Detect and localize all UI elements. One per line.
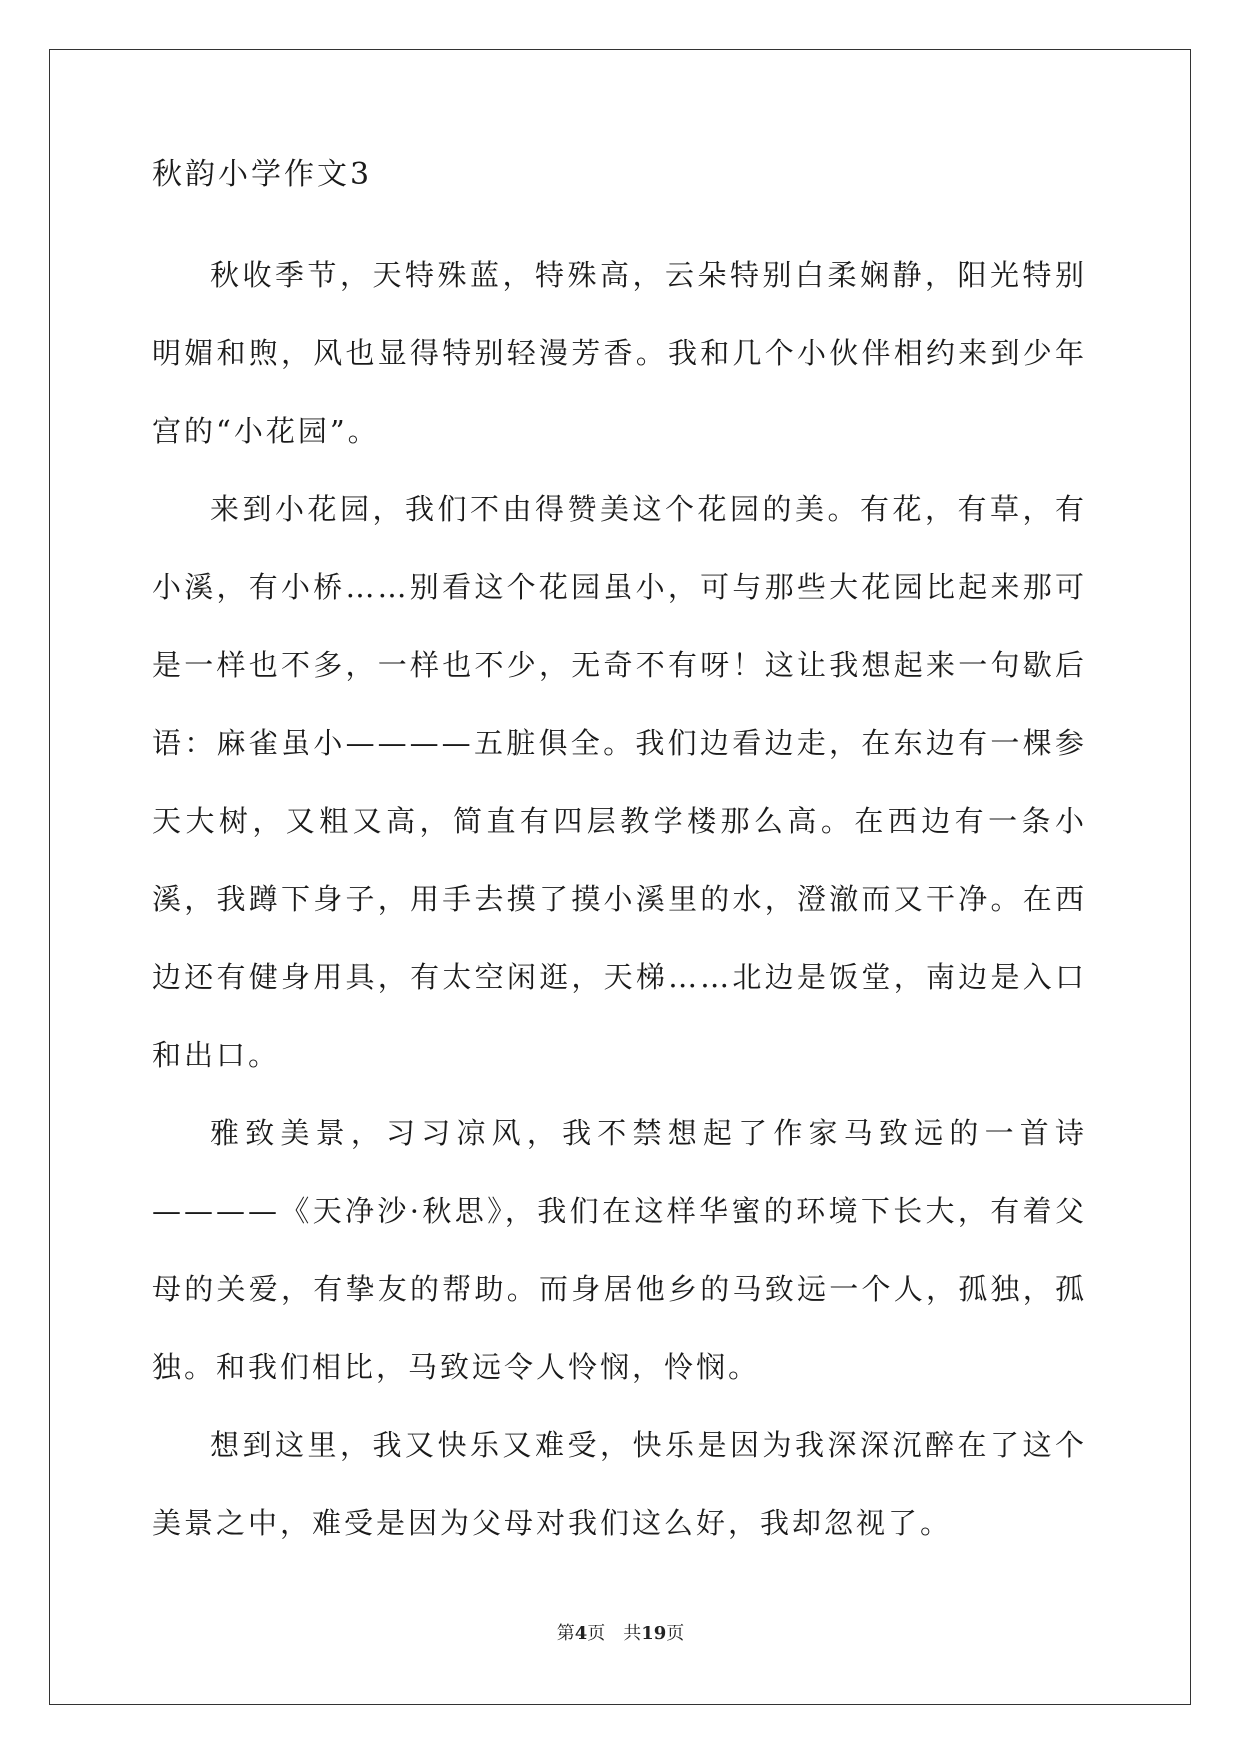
paragraph-3: 雅致美景，习习凉风，我不禁想起了作家马致远的一首诗————《天净沙·秋思》，我们在这样华蜜的环境下长大，有着父母的关爱，有挚友的帮助。而身居他乡的马致远一个人，孤独，孤独。和我们相比，马致远令人怜悯，怜悯。 [152,1116,1087,1384]
page-footer [0,1623,1241,1645]
total-prefix: 共 [623,1623,642,1644]
document-body [152,157,1087,1562]
page-prefix: 第 [556,1623,575,1644]
total-pages: 19 [641,1623,667,1644]
paragraph-1: 秋收季节，天特殊蓝，特殊高，云朵特别白柔娴静，阳光特别明媚和煦，风也显得特别轻漫芳香。我和几个小伙伴相约来到少年宫的“小花园”。 [152,258,1087,448]
document-title: 秋韵小学作文3 [152,157,373,192]
paragraph-4: 想到这里，我又快乐又难受，快乐是因为我深深沉醉在了这个美景之中，难受是因为父母对我们这么好，我却忽视了。 [152,1428,1087,1540]
page-suffix: 页 [587,1623,606,1644]
paragraph-2: 来到小花园，我们不由得赞美这个花园的美。有花，有草，有小溪，有小桥……别看这个花园虽小，可与那些大花园比起来那可是一样也不多，一样也不少，无奇不有呀！这让我想起来一句歇后语：麻雀虽小————五脏俱全。我们边看边走，在东边有一棵参天大树，又粗又高，简直有四层教学楼那么高。在西边有一条小溪，我蹲下身子，用手去摸了摸小溪里的水，澄澈而又干净。在西边还有健身用具，有太空闲逛，天梯……北边是饭堂，南边是入口和出口。 [152,492,1087,1072]
page-number: 4 [574,1623,588,1644]
total-suffix: 页 [666,1623,685,1644]
